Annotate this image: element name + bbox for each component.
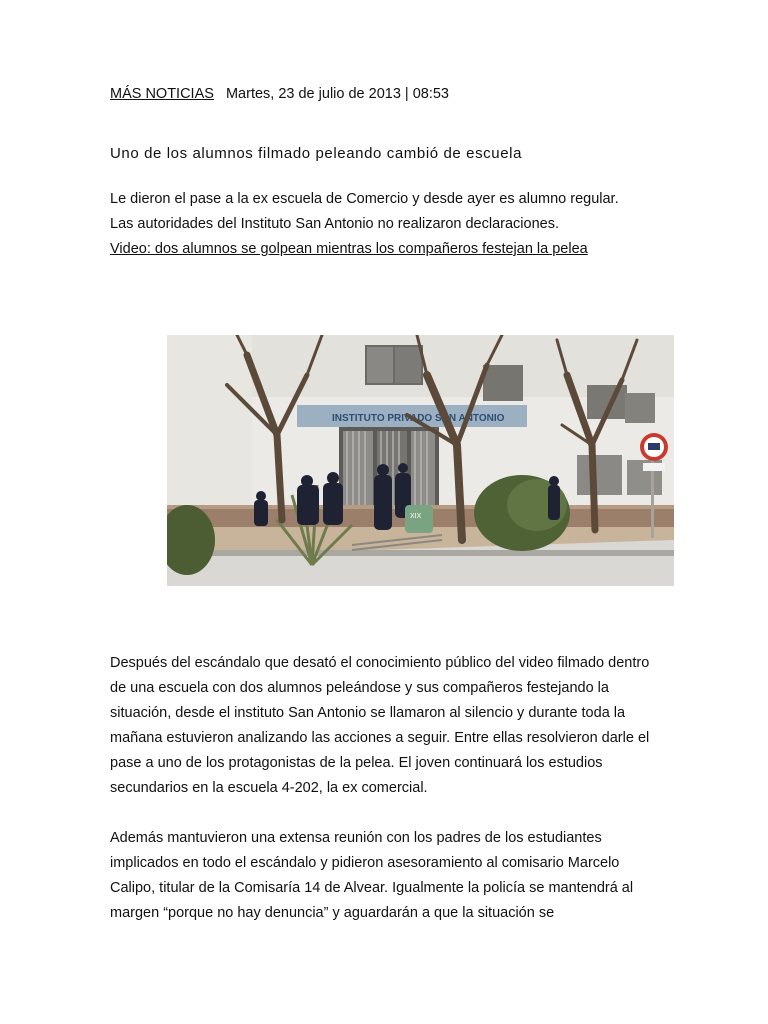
video-link[interactable]: Video: dos alumnos se golpean mientras los compañeros festejan la pelea xyxy=(110,241,588,257)
photo-bin-text: XIX xyxy=(410,513,422,520)
lead-line: Le dieron el pase a la ex escuela de Comercio y desde ayer es alumno regular. xyxy=(110,191,619,207)
lead-line: Las autoridades del Instituto San Antonio no realizaron declaraciones. xyxy=(110,216,559,232)
article-body xyxy=(110,651,655,951)
article-headline: Uno de los alumnos filmado peleando cambió de escuela xyxy=(110,145,523,162)
section-link-mas-noticias[interactable]: MÁS NOTICIAS xyxy=(110,86,214,102)
article-lead xyxy=(110,187,619,262)
body-paragraph: Después del escándalo que desató el conocimiento público del video filmado dentro de una escuela con dos alumnos peleándose y sus compañeros festejando la situación, desde el instituto San Antonio se llamaron al silencio y durante toda la mañana estuvieron analizando las acciones a seguir. Entre ellas resolvieron darle el pase a uno de los protagonistas de la pelea. El joven continuará los estudios secundarios en la escuela 4-202, la ex comercial. xyxy=(110,655,650,796)
article-photo xyxy=(167,335,674,586)
dateline: Martes, 23 de julio de 2013 | 08:53 xyxy=(225,86,449,102)
header-line xyxy=(110,85,449,103)
body-paragraph: Además mantuvieron una extensa reunión con los padres de los estudiantes implicados en todo el escándalo y pidieron asesoramiento al comisario Marcelo Calipo, titular de la Comisaría 14 de Alvear. Igualmente la policía se mantendrá al margen “porque no hay denuncia” y aguardarán a que la situación se xyxy=(110,830,634,921)
photo-sign-text: INSTITUTO PRIVADO SAN ANTONIO xyxy=(332,413,505,424)
